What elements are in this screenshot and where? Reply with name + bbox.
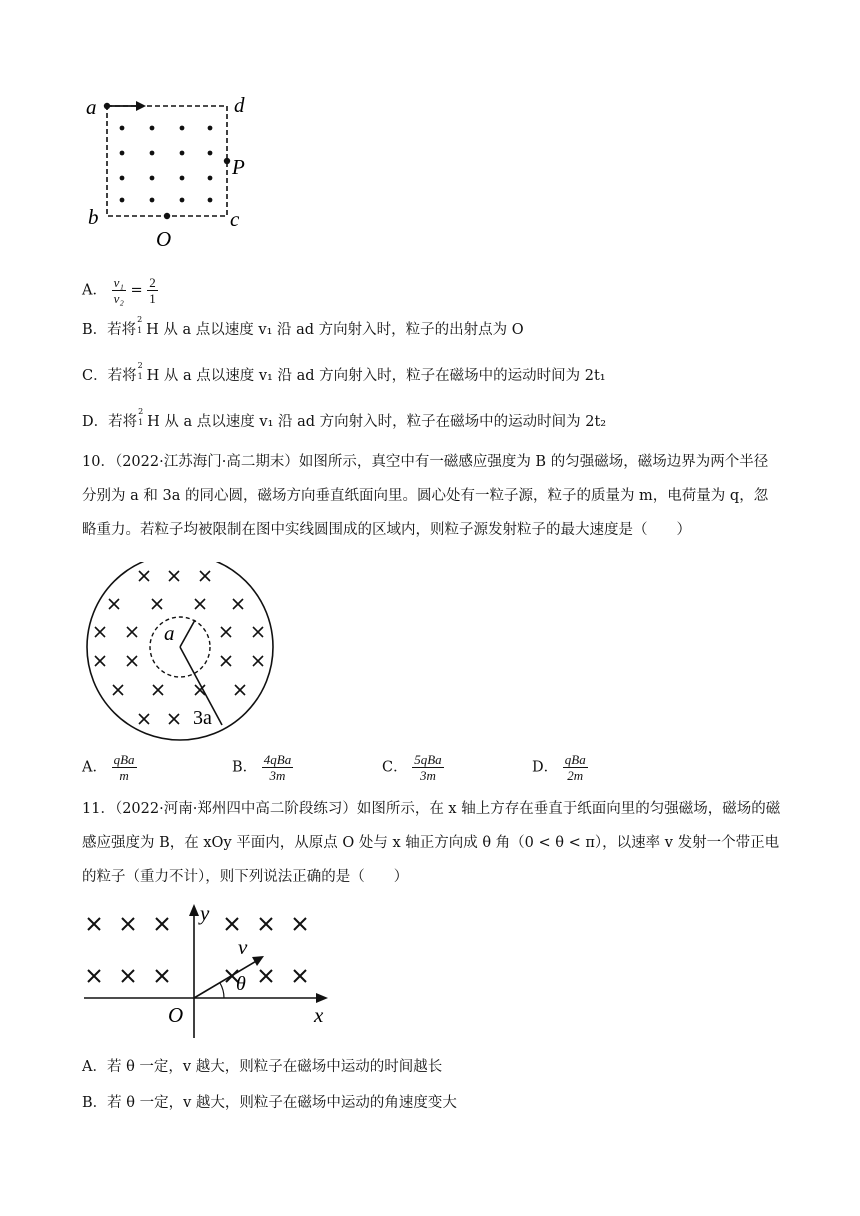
field-cross [127, 656, 137, 666]
option-label: C． [382, 759, 408, 776]
field-dot [120, 176, 125, 181]
option-label: A． [82, 282, 107, 299]
field-cross [233, 599, 243, 609]
q11-stem: 11．（2022·河南·郑州四中高二阶段练习）如图所示，在 x 轴上方存在垂直于纸面向里的匀强磁场，磁场的磁感应强度为 B，在 xOy 平面内，从原点 O 处与 x 轴正方向成 θ 角（0 < θ < π），以速率 v 发射一个带正电的粒子（重力不计），则下列说法正确的是（ ） [82, 801, 781, 885]
inner-radius-line [180, 620, 195, 647]
option-text: 从 a 点以速度 v₁ 沿 ad 方向射入时，粒子在磁场中的运动时间为 2t₁ [163, 368, 606, 384]
arrow-head [136, 101, 146, 111]
element-symbol: H [146, 368, 160, 384]
field-dot [208, 151, 213, 156]
point-P [224, 158, 230, 164]
field-cross [122, 918, 134, 930]
field-cross [221, 627, 231, 637]
q10-option-b [232, 752, 293, 783]
point-a [104, 103, 110, 109]
field-dot [150, 198, 155, 203]
label-d: d [234, 93, 245, 117]
label-inner-radius: a [164, 621, 175, 645]
label-O: O [168, 1003, 184, 1027]
field-cross [226, 918, 238, 930]
q10-stem: 10．（2022·江苏海门·高二期末）如图所示，真空中有一磁感应强度为 B 的匀强磁场，磁场边界为两个半径分别为 a 和 3a 的同心圆，磁场方向垂直纸面向里。圆心处有一粒子源，粒子的质量为 m，电荷量为 q，忽略重力。若粒子均被限制在图中实线圆围成的区域内，则粒子源发射粒子的最大速度是（ ） [82, 454, 769, 538]
q9-option-d [82, 407, 607, 432]
field-cross [122, 970, 134, 982]
field-dot [150, 151, 155, 156]
field-cross [153, 685, 163, 695]
result-fraction [147, 275, 158, 306]
element-symbol: H [146, 322, 159, 338]
q11-option-b: B．若 θ 一定，v 越大，则粒子在磁场中运动的角速度变大 [82, 1095, 457, 1111]
fraction-numerator: 2 [149, 275, 156, 290]
x-axis-arrow [316, 993, 328, 1003]
field-cross [95, 627, 105, 637]
field-dot [180, 126, 185, 131]
element-symbol: H [147, 414, 160, 430]
label-outer-radius: 3a [193, 707, 212, 729]
field-dot [208, 198, 213, 203]
option-label: C．若将 [82, 368, 137, 384]
q10-option-c [382, 752, 444, 783]
q9-option-a [82, 275, 158, 306]
angle-arc [220, 983, 224, 998]
field-cross [200, 571, 210, 581]
field-crosses [95, 571, 263, 724]
concentric-circle-figure [82, 562, 282, 742]
field-dot [120, 126, 125, 131]
fraction-denominator: v₂ [113, 291, 124, 306]
field-dot [180, 198, 185, 203]
label-O: O [156, 227, 172, 251]
field-cross [235, 685, 245, 695]
field-dot [180, 151, 185, 156]
isotope-symbol: 2 1 [137, 361, 143, 381]
field-cross [294, 918, 306, 930]
option-fraction: $\frac{\text{4qBa}}{3m}$ [263, 752, 292, 783]
q9-option-b [82, 315, 524, 340]
option-text: 从 a 点以速度 v₁ 沿 ad 方向射入时，粒子的出射点为 O [163, 322, 524, 338]
field-dot [120, 198, 125, 203]
field-dot [150, 126, 155, 131]
field-cross [169, 714, 179, 724]
square-field-figure [80, 88, 250, 253]
option-fraction: $\frac{\text{qBa}}{2m}$ [564, 752, 586, 783]
isotope-symbol: 2 1 [137, 315, 143, 335]
label-P: P [232, 155, 245, 179]
field-cross [139, 714, 149, 724]
velocity-vector [194, 960, 258, 998]
isotope-symbol: 2 1 [138, 407, 144, 427]
field-cross [221, 656, 231, 666]
field-cross [260, 918, 272, 930]
field-dot [208, 176, 213, 181]
field-cross [156, 970, 168, 982]
q10-option-a [82, 752, 137, 783]
field-cross [88, 918, 100, 930]
outer-circle [87, 562, 273, 740]
label-c: c [230, 207, 240, 231]
option-label: D．若将 [82, 414, 138, 430]
option-fraction: $\frac{\text{qBa}}{m}$ [113, 752, 135, 783]
point-O [164, 213, 170, 219]
field-cross [139, 571, 149, 581]
ratio-fraction [112, 275, 126, 306]
field-cross [169, 571, 179, 581]
label-b: b [88, 205, 99, 229]
label-x: x [314, 1003, 324, 1027]
field-cross [109, 599, 119, 609]
field-cross [195, 599, 205, 609]
q9-option-c [82, 361, 606, 386]
field-cross [95, 656, 105, 666]
option-label: B． [232, 759, 258, 776]
field-dot [120, 151, 125, 156]
label-theta: θ [236, 973, 246, 995]
field-cross [294, 970, 306, 982]
label-y: y [200, 901, 210, 925]
label-v: v [238, 935, 248, 959]
field-dot [150, 176, 155, 181]
field-dots [120, 126, 213, 203]
velocity-arrow-head [252, 956, 264, 966]
field-cross [253, 627, 263, 637]
label-a: a [86, 95, 97, 119]
field-crosses [88, 918, 306, 982]
axis-field-figure [82, 898, 342, 1058]
q10-option-d [532, 752, 588, 783]
option-fraction: $\frac{\text{5qBa}}{3m}$ [414, 752, 442, 783]
option-text: 从 a 点以速度 v₁ 沿 ad 方向射入时，粒子在磁场中的运动时间为 2t₂ [164, 414, 607, 430]
field-cross [156, 918, 168, 930]
field-cross [88, 970, 100, 982]
field-cross [253, 656, 263, 666]
field-cross [127, 627, 137, 637]
field-cross [260, 970, 272, 982]
field-cross [152, 599, 162, 609]
y-axis-arrow [189, 904, 199, 916]
field-dot [208, 126, 213, 131]
option-label: A． [82, 759, 107, 776]
option-label: B．若将 [82, 322, 137, 338]
field-dot [180, 176, 185, 181]
fraction-denominator: 1 [149, 291, 156, 306]
q11-option-a: A．若 θ 一定，v 越大，则粒子在磁场中运动的时间越长 [82, 1059, 443, 1075]
field-cross [113, 685, 123, 695]
equals-sign: = [130, 282, 143, 299]
option-label: D． [532, 759, 559, 776]
fraction-numerator: v₁ [113, 275, 124, 290]
